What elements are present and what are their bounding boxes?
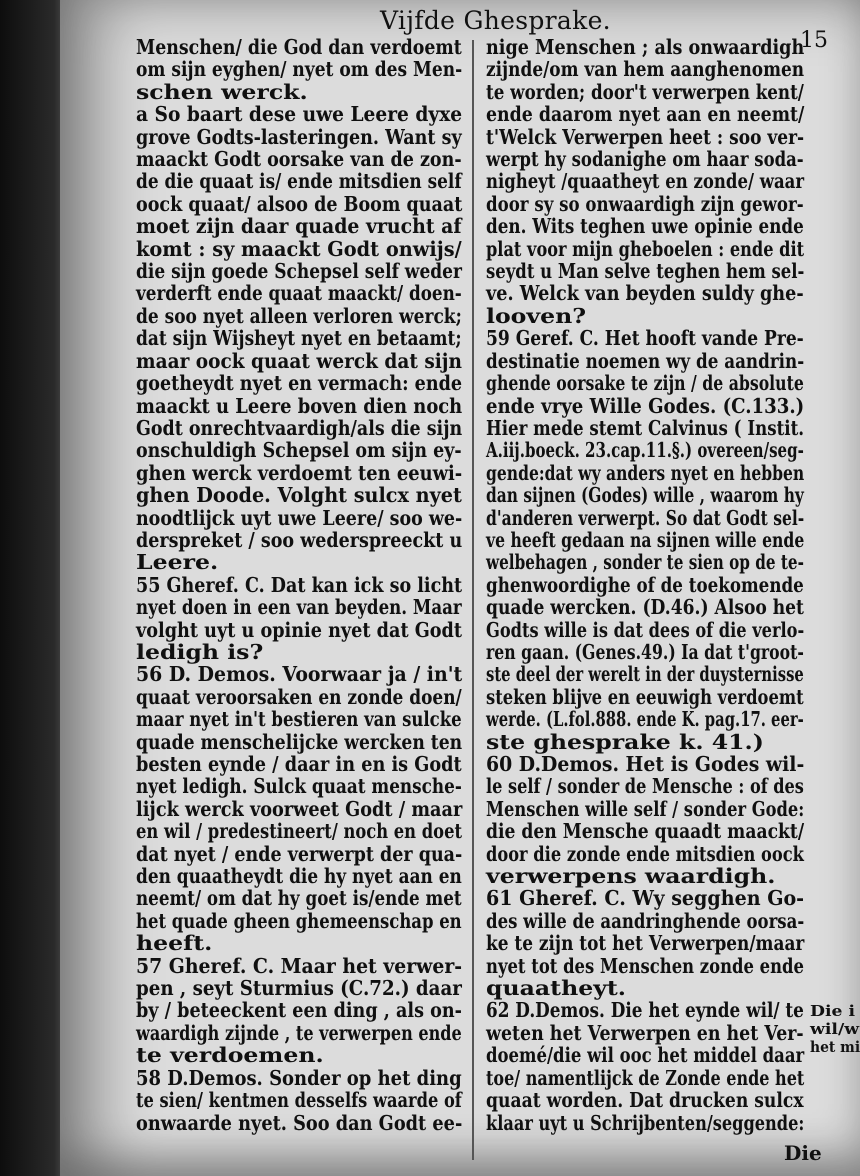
text-line: doemé/die wil ooc het middel daar (486, 1043, 805, 1068)
text-line: maar oock quaat werck dat sijn (136, 348, 462, 373)
text-line: te sien/ kentmen desselfs waarde of (136, 1088, 462, 1113)
text-line: ghen werck verdoemt ten eeuwi- (136, 460, 463, 485)
text-line: welbehagen , sonder te sien op de te- (486, 550, 804, 575)
text-line: klaar uyt u Schrijbenten/seggende: (486, 1110, 805, 1135)
text-line: en wil / predestineert/ noch en doet (136, 819, 463, 844)
text-line: gende:dat wy anders nyet en hebben (486, 460, 805, 485)
text-line: de soo nyet alleen verloren werck; (136, 303, 462, 328)
text-line: 60 D.Demos. Het is Godes wil- (486, 752, 805, 776)
text-line: 62 D.Demos. Die het eynde wil/ te (486, 998, 804, 1023)
text-line: quade menschelijcke wercken ten (136, 729, 463, 754)
text-line: quaat worden. Dat drucken sulcx (486, 1088, 804, 1113)
text-line: verderft ende quaat maackt/ doen- (136, 281, 462, 306)
left-text-column (136, 36, 462, 1134)
text-line: dat nyet / ende verwerpt der qua- (136, 841, 463, 866)
text-line: ren gaan. (Genes.49.) Ia dat t'groot- (486, 639, 804, 664)
text-line: steken blijve en eeuwigh verdoemt (486, 684, 804, 709)
marginal-line: wil/w (810, 1020, 860, 1038)
text-line: komt : sy maackt Godt onwijs/ (136, 236, 462, 261)
text-line: goetheydt nyet en vermach: ende (136, 371, 463, 396)
catchword: Die (784, 1141, 822, 1165)
text-line: door sy so onwaardigh zijn gewor- (486, 191, 804, 216)
text-line: quade wercken. (D.46.) Alsoo het (486, 595, 804, 620)
text-line: d'anderen verwerpt. So dat Godt sel- (486, 505, 805, 530)
text-line: maackt Godt oorsake van de zon- (136, 147, 462, 172)
text-line: werde. (L.fol.888. ende K. pag.17. eer- (486, 707, 804, 732)
text-line: te verdoemen. (136, 1043, 324, 1068)
text-line: le self / sonder de Mensche : of des (486, 774, 804, 799)
text-line: ghen Doode. Volght sulcx nyet (136, 483, 462, 508)
text-line: A.iij.boeck. 23.cap.11.§.) overeen/seg- (486, 438, 804, 463)
text-line: het quade gheen ghemeenschap en (136, 908, 462, 933)
text-line: derspreket / soo wederspreeckt u (136, 527, 463, 552)
text-line: weten het Verwerpen en het Ver- (486, 1020, 804, 1045)
text-line: door die zonde ende mitsdien oock (486, 841, 804, 866)
text-line: ke te zijn tot het Verwerpen/maar (486, 931, 805, 956)
text-line: ste deel der werelt in der duysternisse (486, 662, 804, 687)
text-line: ghende oorsake te zijn / de absolute (486, 371, 804, 396)
text-line: zijnde/om van hem aanghenomen (486, 57, 805, 82)
text-line: Menschen wille self / sonder Gode: (486, 796, 805, 821)
text-line: ste ghesprake k. 41.) (486, 729, 764, 754)
text-line: nige Menschen ; als onwaardigh (486, 35, 805, 59)
text-line: nyet tot des Menschen zonde ende (486, 953, 804, 978)
text-line: 61 Gheref. C. Wy segghen Go- (486, 886, 805, 911)
text-line: des wille de aandringhende oorsa- (486, 908, 805, 933)
text-line: destinatie noemen wy de aandrin- (486, 348, 805, 373)
text-line: by / beteeckent een ding , als on- (136, 998, 462, 1023)
text-line: om sijn eyghen/ nyet om des Men- (136, 57, 463, 82)
text-line: verwerpens waardigh. (486, 864, 776, 889)
text-line: Godts wille is dat dees of die verlo- (486, 617, 805, 642)
text-line: besten eynde / daar in en is Godt (136, 752, 462, 776)
text-line: quaat veroorsaken en zonde doen/ (136, 684, 462, 709)
text-line: grove Godts-lasteringen. Want sy (136, 124, 462, 149)
text-line: ghenwoordighe of de toekomende (486, 572, 804, 597)
text-line: werpt hy sodanighe om haar soda- (486, 147, 804, 172)
text-line: noodtlijck uyt uwe Leere/ soo we- (136, 505, 463, 530)
text-line: neemt/ om dat hy goet is/ende met (136, 886, 462, 911)
text-line: Leere. (136, 550, 219, 575)
text-line: die sijn goede Schepsel self weder (136, 259, 462, 284)
right-text-column (486, 36, 804, 1134)
page-number: 15 (800, 28, 828, 53)
text-line: lijck werck voorweet Godt / maar (136, 796, 463, 821)
text-line: nyet ledigh. Sulck quaat mensche- (136, 774, 462, 799)
text-line: nyet doen in een van beyden. Maar (136, 595, 462, 620)
text-line: ende vrye Wille Godes. (C.133.) (486, 393, 805, 418)
text-line: 56 D. Demos. Voorwaar ja / in't (136, 662, 463, 687)
text-line: ende daarom nyet aan en neemt/ (486, 102, 805, 127)
text-line: den. Wits teghen uwe opinie ende (486, 214, 804, 239)
text-line: pen , seyt Sturmius (C.72.) daar (136, 976, 462, 1001)
text-line: waardigh zijnde , te verwerpen ende (136, 1020, 462, 1045)
text-line: seydt u Man selve teghen hem sel- (486, 259, 805, 284)
text-line: moet zijn daar quade vrucht af (136, 214, 462, 239)
text-line: 58 D.Demos. Sonder op het ding (136, 1065, 462, 1090)
text-line: dat sijn Wijsheyt nyet en betaamt; (136, 326, 462, 351)
marginal-line: het mi (810, 1038, 860, 1056)
marginal-note (810, 1002, 860, 1056)
text-line: t'Welck Verwerpen heet : soo ver- (486, 124, 805, 149)
text-line: ve. Welck van beyden suldy ghe- (486, 281, 804, 306)
text-line: toe/ namentlijck de Zonde ende het (486, 1065, 805, 1090)
marginal-line: Die i (810, 1002, 856, 1020)
text-line: heeft. (136, 931, 213, 956)
text-line: onwaarde nyet. Soo dan Godt ee- (136, 1110, 463, 1135)
text-line: Godt onrechtvaardigh/als die sijn (136, 415, 463, 440)
text-line: 57 Gheref. C. Maar het verwer- (136, 953, 463, 978)
text-line: te worden; door't verwerpen kent/ (486, 79, 804, 104)
text-line: Menschen/ die God dan verdoemt (136, 35, 462, 59)
text-line: maar nyet in't bestieren van sulcke (136, 707, 462, 732)
text-line: Hier mede stemt Calvinus ( Instit. (486, 415, 805, 440)
running-head: Vijfde Ghesprake. (380, 6, 611, 35)
text-line: schen werck. (136, 79, 308, 104)
text-line: de die quaat is/ ende mitsdien self (136, 169, 462, 194)
text-line: quaatheyt. (486, 976, 627, 1001)
text-line: onschuldigh Schepsel om sijn ey- (136, 438, 462, 463)
text-line: maackt u Leere boven dien noch (136, 393, 463, 418)
text-line: nigheyt /quaatheyt en zonde/ waar (486, 169, 805, 194)
text-line: ve heeft gedaan na sijnen wille ende (486, 527, 805, 552)
text-line: dan sijnen (Godes) wille , waarom hy (486, 483, 804, 508)
column-divider (472, 40, 474, 1160)
text-line: 55 Gheref. C. Dat kan ick so licht (136, 572, 463, 597)
text-line: looven? (486, 303, 587, 328)
text-line: a So baart dese uwe Leere dyxe (136, 102, 463, 127)
text-line: ledigh is? (136, 639, 264, 664)
text-line: den quaatheydt die hy nyet aan en (136, 864, 462, 889)
text-line: oock quaat/ alsoo de Boom quaat (136, 191, 463, 216)
text-line: volght uyt u opinie nyet dat Godt (136, 617, 463, 642)
text-line: plat voor mijn gheboelen : ende dit (486, 236, 805, 261)
text-line: die den Mensche quaadt maackt/ (486, 819, 805, 844)
text-line: 59 Geref. C. Het hooft vande Pre- (486, 326, 804, 351)
